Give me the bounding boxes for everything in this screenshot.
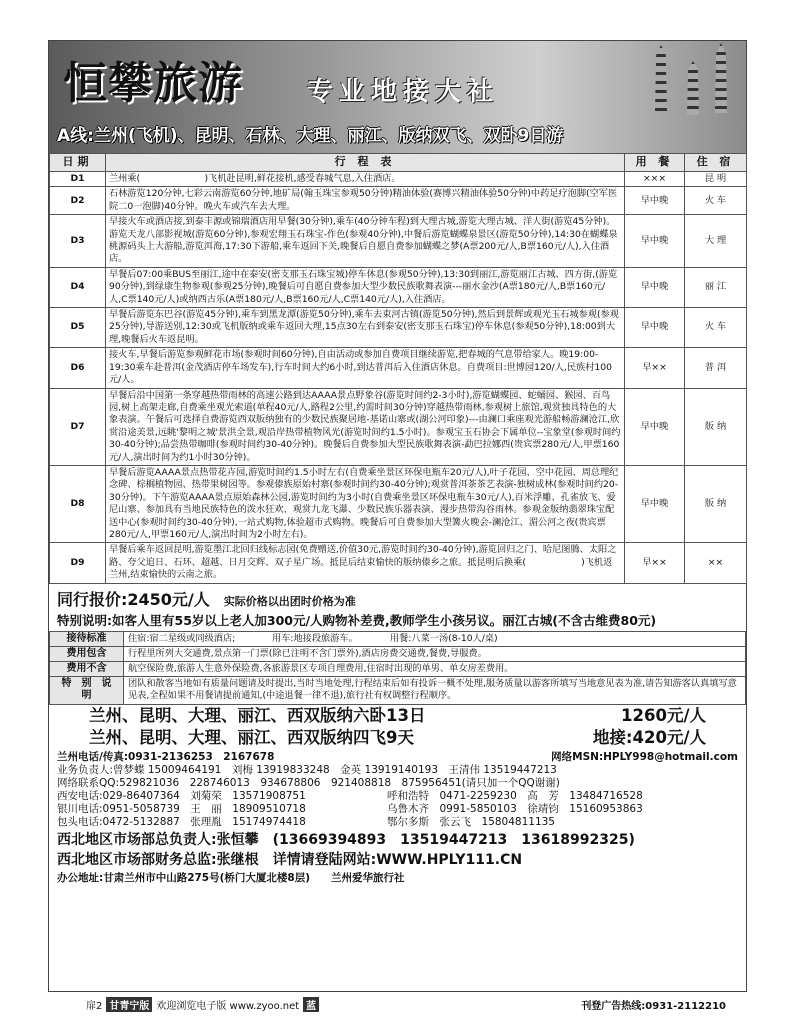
col-meals: 用 餐	[625, 154, 685, 172]
itinerary-cell: 早餐后游览东巴谷(游览45分钟),乘车到黑龙潭(游览50分钟),乘车去束河古镇(游览50分钟),然后到景辉或观光玉石城参观(参观25分钟),导游送别,12:30或飞机版纳或乘车返回大理,15点30左右到泰安(密支那玉石珠宝)停车休息(参观50分钟),18:00到大理,晚餐后火车返昆明。	[106, 308, 625, 348]
price-value: 1260元/人	[621, 705, 706, 725]
stay-cell: 版 纳	[685, 465, 747, 542]
manager-line: 西北地区市场部总负责人:张恒攀 (13669394893 13519447213 13618992325)	[57, 831, 635, 848]
ad-page	[48, 40, 747, 992]
price-line	[89, 727, 706, 749]
itinerary-cell: 兰州乘( )飞机赴昆明,鲜花接机,感受春城气息,入住酒店。	[106, 172, 625, 187]
stay-cell: 大 理	[685, 215, 747, 268]
page-footer	[86, 997, 726, 1012]
meals-cell: 早中晚	[625, 308, 685, 348]
info-label: 费用包含	[50, 646, 124, 661]
table-row	[50, 646, 746, 661]
info-label: 特 别 说 明	[50, 677, 124, 704]
meals-cell: 早××	[625, 543, 685, 583]
meals-cell: 早中晚	[625, 267, 685, 307]
contact-line: 银川电话:0951-5058739 王 丽 18909510718	[57, 802, 306, 815]
table-row	[50, 348, 747, 388]
itinerary-cell: 早餐后游览AAAA景点热带花卉园,游览时间约1.5小时左右(自费乘坐景区环保电瓶车20元/人),叶子花园、空中花园、周总理纪念碑、棕榈植物园、热带果树园等。参观傣族原始村寨(参观时间约30-40分钟);观赏普洱茶茶艺表演-独树成林(参观时间约20-30分钟)。下午游览AAAA景点原始森林公园,游览时间约为3小时(自费乘坐景区环保电瓶车30元/人),百米浮雕、孔雀放飞、爱尼山寨、参加具有当地民族特色的泼水狂欢、观赏九龙飞瀑、少数民族乐器表演、漫步热带沟谷雨林。参观金版纳翡翠珠宝配送中心(参观时间约30-40分钟),一站式购物,体验超市式购物。晚餐后可自费参加大型篝火晚会-澜沧江、湄公河之夜(贵宾票280元/人,甲票160元/人,演出时间为2小时左右)。	[106, 465, 625, 542]
itinerary-cell: 早餐后沿中国第一条穿越热带雨林的高速公路到达AAAA景点野象谷(游览时间约2-3小时),游览蝴蝶园、蛇蛹园、猴园、百鸟园,树上高架走廊,自费乘坐观光索道(单程40元/人,路程2公里,约需时间30分钟)穿越热带雨林,参观树上旅馆,观赏独具特色的大象表演。午餐后可选择自费游览西双版纳独有的少数民族聚居地-基诺山寨或(湖公河印象)---由澜口乘座观光游船畅游澜沧江,欣赏沿途美景,远眺'黎明之城'景洪全景,观沿岸热带植物风光(游览时间约1.5小时)。参观宝玉石协会下属单位--宝象堂(参观时间约30-40分钟);品尝热带咖啡(参观时间约30-40分钟)。晚餐后自费参加大型民族歌舞表演-勐巴拉娜西(贵宾票280元/人,甲票160元/人,演出时间为约1小时30分钟)。	[106, 388, 625, 465]
col-stay: 住 宿	[685, 154, 747, 172]
quote-label: 同行报价:2450元/人	[57, 589, 210, 609]
day-cell: D9	[50, 543, 106, 583]
banner	[49, 41, 746, 153]
table-row	[50, 172, 747, 187]
price-route: 兰州、昆明、大理、丽江、西双版纳四飞9天	[89, 727, 414, 747]
info-label: 接待标准	[50, 631, 124, 646]
meals-cell: 早中晚	[625, 187, 685, 215]
office-address: 办公地址:甘肃兰州市中山路275号(桥门大厦北楼8层) 兰州爱华旅行社	[57, 871, 405, 884]
contact-phone: 兰州电话/传真:0931-2136253 2167678	[57, 750, 275, 763]
table-row	[50, 308, 747, 348]
stay-cell: 普 洱	[685, 348, 747, 388]
stay-cell: 丽 江	[685, 267, 747, 307]
itinerary-cell: 接火车,早餐后游览参观鲜花市场(参观时间60分钟),自由活动或参加自费项目继续游览,把春城的气息带给家人。晚19:00-19:30乘车赴普洱(金茂酒店停车场发车),行车时间大约6小时,到达普洱后入住酒店休息。自费项目:世博园120/人,民族村100元/人。	[106, 348, 625, 388]
col-itinerary: 行 程 表	[106, 154, 625, 172]
table-row	[50, 187, 747, 215]
contact-line: 呼和浩特 0471-2259230 高 芳 13484716528	[387, 789, 643, 802]
page-number: 扉2	[86, 1001, 103, 1012]
info-text: 行程里所列大交通费,景点第一门票(除已注明不含门票外),酒店房费交通费,餐费,导服费。	[124, 646, 746, 661]
day-cell: D1	[50, 172, 106, 187]
stay-cell: ××	[685, 543, 747, 583]
contact-qq: 网络联系QQ:529821036 228746013 934678806 921408818 875956451(请只加一个QQ谢谢)	[57, 776, 560, 789]
table-row	[50, 662, 746, 677]
special-note: 特别说明:如客人里有55岁以上老人加300元/人购物补差费,教师学生小孩另议。丽江古城(不含古维费80元)	[57, 612, 657, 628]
table-row	[50, 267, 747, 307]
table-row	[50, 543, 747, 583]
day-cell: D7	[50, 388, 106, 465]
stay-cell: 火 车	[685, 187, 747, 215]
day-cell: D5	[50, 308, 106, 348]
pagoda-icon	[681, 61, 705, 115]
day-cell: D4	[50, 267, 106, 307]
stay-cell: 火 车	[685, 308, 747, 348]
itinerary-cell: 早接火车或酒店接,到泰丰源或锦瑞酒店用早餐(30分钟),乘车(40分钟车程)到大理古城,游览大理古城、洋人街(游览45分钟)。游览天龙八部影视城(游览60分钟),参观宏翔玉石珠宝-作色(参观40分钟),中餐后游览蝴蝶泉景区(游览50分钟),14:30在蝴蝶泉桃源码头上大游船,游览洱海,17:30下游船,乘车返回下关,晚餐后自愿自费参加蝴蝶之梦(A票200元/人,B票160元/人),入住酒店。	[106, 215, 625, 268]
contact-staff: 业务负责人:曾梦蝶 15009464191 刘梅 13919833248 金英 13919140193 王清伟 13519447213	[57, 763, 557, 776]
table-row	[50, 631, 746, 646]
route-title: A线:兰州(飞机)、昆明、石林、大理、丽江、版纳双飞、双卧9日游	[57, 126, 564, 146]
color-tag: 蓝	[303, 997, 319, 1012]
day-cell: D6	[50, 348, 106, 388]
day-cell: D3	[50, 215, 106, 268]
finance-line: 西北地区市场部财务总监:张继根 详情请登陆网站:WWW.HPLY111.CN	[57, 851, 523, 868]
info-label: 费用不含	[50, 662, 124, 677]
contact-line: 鄂尔多斯 张云飞 15804811135	[387, 815, 555, 828]
peer-quote	[57, 587, 738, 610]
info-table	[49, 631, 746, 705]
day-cell: D2	[50, 187, 106, 215]
meals-cell: 早中晚	[625, 388, 685, 465]
contact-line: 包头电话:0472-5132887 张理胤 15174974418	[57, 815, 306, 828]
col-date: 日期	[50, 154, 106, 172]
slogan: 专业地接大社	[307, 77, 500, 107]
itinerary-cell: 早餐后乘车返回昆明,游览墨江北回归线标志园(免费赠送,价值30元,游览时间约30-40分钟),游览回归之门、哈尼图腾、太阳之路、夸父追日、石环、超越、日月交辉、双子星广场。抵昆后结束愉快的版纳傣乡之旅。抵昆明后换乘( )飞机返兰州,结束愉快的云南之旅。	[106, 543, 625, 583]
pagoda-icon	[649, 45, 673, 111]
price-value: 地接:420元/人	[592, 727, 706, 747]
itinerary-table	[49, 153, 747, 584]
contact-msn: 网络MSN:HPLY998@hotmail.com	[551, 750, 738, 763]
itinerary-cell: 早餐后07:00乘BUS至丽江,途中在泰安(密支那玉石珠宝城)停车休息(参观50分钟),13:30到丽江,游览丽江古城、四方街,(游览90分钟),到绿康生物参观(参观25分钟),晚餐后可自愿自费参加大型少数民族歌舞表演---丽水金沙(A票180元/人,B票160元/人,C票140元/人)或纳西古乐(A票180元/人,B票160元/人,C票140元/人),入住酒店。	[106, 267, 625, 307]
itinerary-cell: 石林游览120分钟,七彩云南游览60分钟,地矿局(翰玉珠宝参观50分钟)精油体验(赛博兴精油体验50分钟)中药足疗泡脚(空军医院二0一泡脚)40分钟。晚火车或汽车去大理。	[106, 187, 625, 215]
table-row	[50, 677, 746, 704]
meals-cell: 早中晚	[625, 465, 685, 542]
ad-hotline: 刊登广告热线:0931-2112210	[581, 1001, 726, 1012]
contacts-block	[57, 751, 738, 829]
edition-tag: 甘青宁版	[106, 997, 152, 1012]
stay-cell: 昆 明	[685, 172, 747, 187]
meals-cell: 早××	[625, 348, 685, 388]
brand-title: 恒攀旅游	[63, 58, 243, 109]
pagoda-icon	[709, 43, 733, 113]
info-text: 航空保险费,旅游人生意外保险费,各旅游景区专项自理费用,住宿时出现的单男、单女房差费用。	[124, 662, 746, 677]
welcome-text: 欢迎浏览电子版 www.zyoo.net	[156, 1001, 300, 1012]
stay-cell: 版 纳	[685, 388, 747, 465]
price-route: 兰州、昆明、大理、丽江、西双版纳六卧13日	[89, 705, 426, 725]
meals-cell: 早中晚	[625, 215, 685, 268]
contact-line: 西安电话:029-86407364 刘菊荣 13571908751	[57, 789, 306, 802]
table-row	[50, 215, 747, 268]
info-text: 团队和散客当地如有质量问题请及时提出,当时当地处理,行程结束后如有投诉一概不处理,服务质量以游客所填写当地意见表为准,请告知游客认真填写意见表,全程如果不用餐请提前通知,(中途退餐一律不退),旅行社有权调整行程顺序。	[124, 677, 746, 704]
table-row	[50, 388, 747, 465]
quote-note: 实际价格以出团时价格为准	[223, 594, 356, 608]
info-text: 住宿:宿二星级或同级酒店; 用车:地接段旅游车。 用餐:八菜一汤(8-10人/桌)	[124, 631, 746, 646]
price-line	[89, 705, 706, 727]
contact-line: 乌鲁木齐 0991-5850103 徐靖钧 15160953863	[387, 802, 643, 815]
table-row	[50, 465, 747, 542]
meals-cell: ×××	[625, 172, 685, 187]
day-cell: D8	[50, 465, 106, 542]
